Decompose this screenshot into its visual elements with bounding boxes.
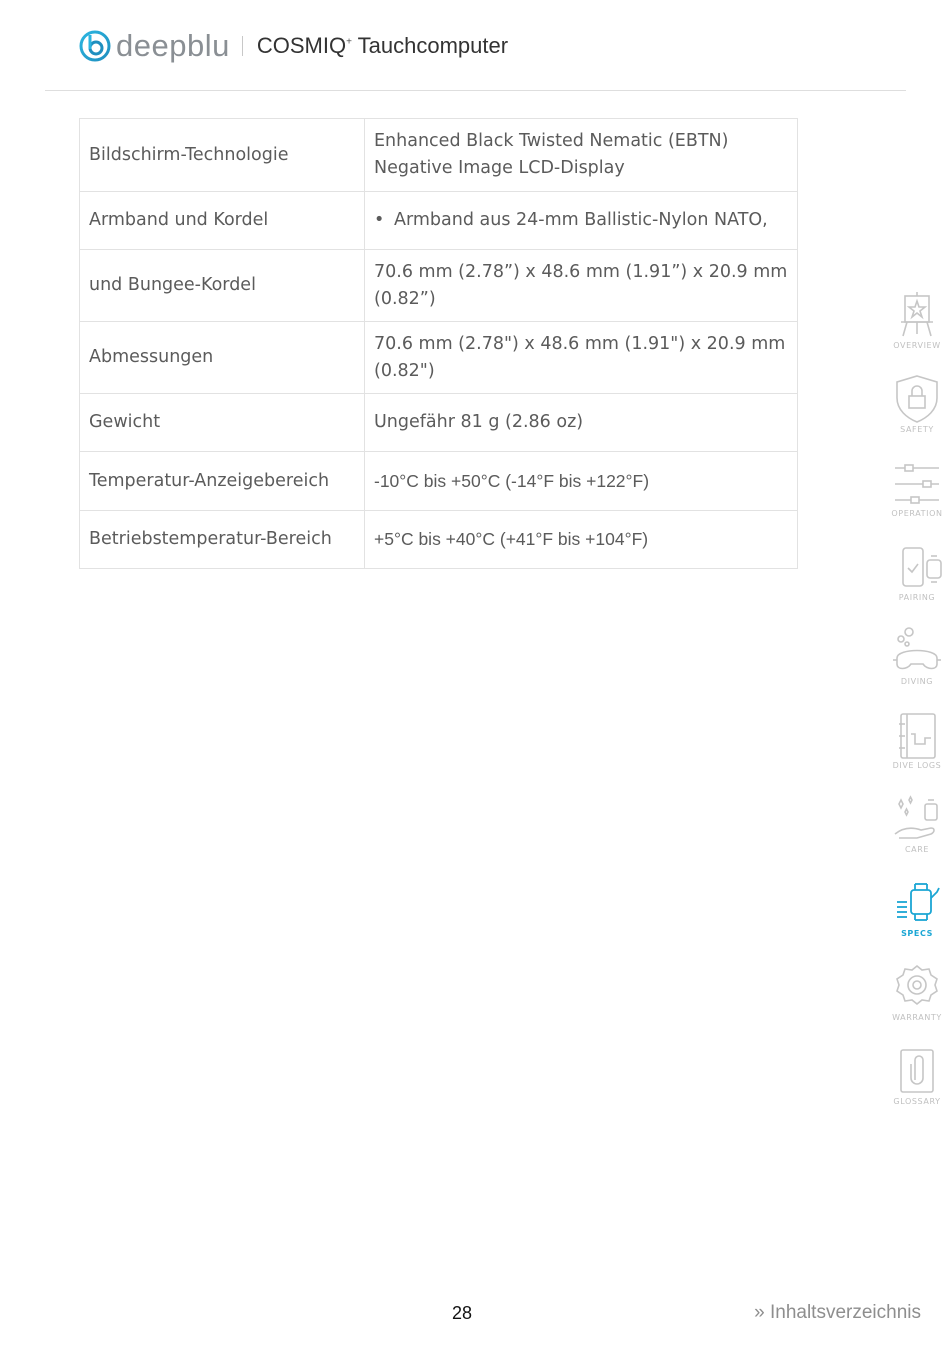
phone-watch-icon [891,542,943,592]
sliders-icon [891,458,943,508]
nav-item-specs[interactable] [884,878,950,938]
easel-star-icon [891,290,943,340]
table-row [80,511,798,569]
header-divider [242,36,243,56]
nav-item-warranty[interactable] [884,962,950,1022]
nav-label: GLOSSARY [893,1097,941,1106]
spec-label: Betriebstemperatur-Bereich [80,511,365,569]
table-row [80,192,798,250]
rosette-icon [891,962,943,1012]
spec-value: Enhanced Black Twisted Nematic (EBTN) Negative Image LCD-Display [365,119,798,192]
nav-label: SAFETY [900,425,934,434]
table-row [80,394,798,452]
nav-item-diving[interactable] [884,626,950,686]
nav-item-pairing[interactable] [884,542,950,602]
watch-specs-icon [891,878,943,928]
spec-value: • Armband aus 24-mm Ballistic-Nylon NATO, [365,192,798,250]
brand-wordmark: deepblu [116,28,230,63]
nav-label: PAIRING [898,593,936,602]
hand-watch-icon [891,794,943,844]
nav-label: DIVE LOGS [892,761,942,770]
nav-item-safety[interactable] [884,374,950,434]
page-number: 28 [451,1303,473,1323]
spec-value: 70.6 mm (2.78”) x 48.6 mm (1.91”) x 20.9 mm (0.82”) [365,250,798,322]
nav-label: SPECS [901,929,933,938]
spec-value: -10°C bis +50°C (-14°F bis +122°F) [365,452,798,511]
nav-item-glossary[interactable] [884,1046,950,1106]
table-row [80,250,798,322]
nav-label: OPERATION [891,509,943,518]
nav-label: WARRANTY [892,1013,942,1022]
spec-label: Gewicht [80,394,365,452]
nav-label: OVERVIEW [893,341,941,350]
document-title: COSMIQ+ Tauchcomputer [256,33,509,58]
spec-label: Armband und Kordel [80,192,365,250]
table-of-contents-link[interactable]: » Inhaltsverzeichnis [754,1302,921,1323]
table-row [80,322,798,394]
table-row [80,119,798,192]
nav-item-care[interactable] [884,794,950,854]
nav-label: CARE [904,845,930,854]
header-rule [45,90,906,91]
spec-label: Bildschirm-Technologie [80,119,365,192]
nav-item-operation[interactable] [884,458,950,518]
paperclip-icon [891,1046,943,1096]
dive-mask-icon [891,626,943,676]
spec-value: Ungefähr 81 g (2.86 oz) [365,394,798,452]
nav-item-dive-logs[interactable] [884,710,950,770]
deepblu-logo-icon [78,29,112,63]
nav-label: DIVING [900,677,934,686]
spec-label: Abmessungen [80,322,365,394]
bullet: • [374,210,385,230]
spec-value: 70.6 mm (2.78") x 48.6 mm (1.91") x 20.9 mm (0.82") [365,322,798,394]
spec-label: und Bungee-Kordel [80,250,365,322]
shield-lock-icon [891,374,943,424]
specs-table [79,118,798,569]
nav-item-overview[interactable] [884,290,950,350]
spec-label: Temperatur-Anzeigebereich [80,452,365,511]
logbook-icon [891,710,943,760]
table-row [80,452,798,511]
spec-value: +5°C bis +40°C (+41°F bis +104°F) [365,511,798,569]
header [78,26,508,66]
